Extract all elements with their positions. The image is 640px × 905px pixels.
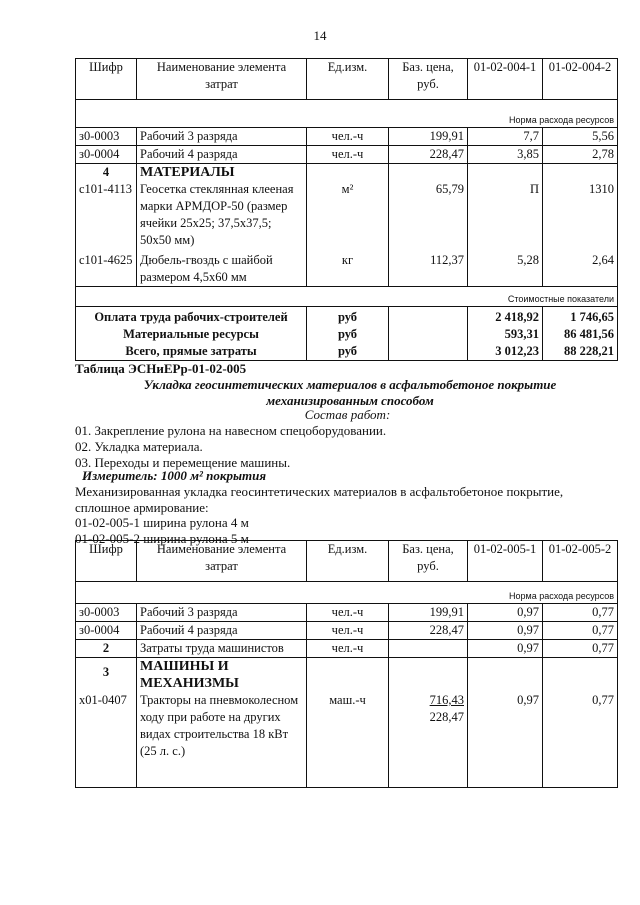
col-header-norm1: 01-02-005-1 (468, 541, 543, 582)
row-name: Рабочий 3 разряда (137, 604, 307, 622)
col-header-unit: Ед.изм. (307, 59, 389, 100)
total-v1: 3 012,23 (468, 343, 543, 361)
cost-label: Стоимостные показатели (76, 293, 618, 307)
row-code: з0-0004 (76, 145, 137, 163)
total-name: Всего, прямые затраты (76, 343, 307, 361)
row-v2: 0,77 (543, 604, 618, 622)
meter: Измеритель: 1000 м² покрытия (82, 468, 267, 483)
col-header-price: Баз. цена, руб. (389, 541, 468, 582)
description: Механизированная укладка геосинтетических материалов в асфальтобетоное покрытие, сплошное армирование: (75, 484, 564, 515)
total-v1: 593,31 (468, 326, 543, 343)
table-row (76, 622, 618, 640)
row-unit: кг (307, 249, 389, 287)
row-price: 228,47 (389, 145, 468, 163)
total-row (76, 326, 618, 343)
row-code: 2 (76, 640, 137, 658)
row-code: з0-0003 (76, 127, 137, 145)
row-price (389, 692, 468, 788)
table-title: Таблица ЭСНиЕРр-01-02-005 (75, 361, 247, 376)
row-v2: 5,56 (543, 127, 618, 145)
row-code: х01-0407 (76, 692, 137, 788)
page-number: 14 (313, 28, 327, 43)
total-row (76, 343, 618, 361)
section-number: 4 (76, 163, 137, 181)
col-header-price: Баз. цена, руб. (389, 59, 468, 100)
row-v1: 0,97 (468, 604, 543, 622)
row-unit: чел.-ч (307, 604, 389, 622)
table-row (76, 604, 618, 622)
row-v2: 0,77 (543, 622, 618, 640)
section-heading: Укладка геосинтетических материалов в асфальтобетоное покрытие механизированным способом (143, 377, 557, 408)
table-row (76, 145, 618, 163)
col-header-code: Шифр (76, 541, 137, 582)
total-v1: 2 418,92 (468, 306, 543, 326)
total-name: Оплата труда рабочих-строителей (76, 306, 307, 326)
col-header-name: Наименование элемента затрат (137, 59, 307, 100)
total-name: Материальные ресурсы (76, 326, 307, 343)
col-header-unit: Ед.изм. (307, 541, 389, 582)
row-v2: 0,77 (543, 640, 618, 658)
table-row (76, 640, 618, 658)
row-unit: чел.-ч (307, 622, 389, 640)
row-name: Геосетка стеклянная клееная марки АРМДОР-50 (размер ячейки 25х25; 37,5х37,5; 50х50 мм) (137, 181, 307, 249)
row-price: 199,91 (389, 604, 468, 622)
col-header-code: Шифр (76, 59, 137, 100)
row-v2: 0,77 (543, 692, 618, 788)
work-title: Состав работ: (304, 407, 391, 422)
row-name: Дюбель-гвоздь с шайбой размером 4,5х60 мм (137, 249, 307, 287)
section-number: 3 (76, 658, 137, 693)
col-header-norm2: 01-02-004-2 (543, 59, 618, 100)
row-name: Рабочий 4 разряда (137, 622, 307, 640)
total-row (76, 306, 618, 326)
row-name: Тракторы на пневмоколесном ходу при работе на других видах строительства 18 кВт (25 л. с.) (137, 692, 307, 788)
row-unit: чел.-ч (307, 145, 389, 163)
row-name: Затраты труда машинистов (137, 640, 307, 658)
variant: 01-02-005-1 ширина рулона 4 м (75, 515, 249, 530)
row-v1: П (468, 181, 543, 249)
norm-label: Норма расхода ресурсов (76, 114, 618, 128)
total-unit: руб (307, 326, 389, 343)
row-unit: чел.-ч (307, 640, 389, 658)
table-row (76, 127, 618, 145)
work-item: 02. Укладка материала. (75, 439, 203, 454)
col-header-norm2: 01-02-005-2 (543, 541, 618, 582)
section-name: МАШИНЫ И МЕХАНИЗМЫ (137, 658, 307, 693)
table-row (76, 249, 618, 287)
row-price: 228,47 (389, 622, 468, 640)
section-name: МАТЕРИАЛЫ (137, 163, 307, 181)
row-price: 65,79 (389, 181, 468, 249)
row-v2: 2,78 (543, 145, 618, 163)
col-header-norm1: 01-02-004-1 (468, 59, 543, 100)
col-header-name: Наименование элемента затрат (137, 541, 307, 582)
total-v2: 88 228,21 (543, 343, 618, 361)
total-unit: руб (307, 306, 389, 326)
work-item: 03. Переходы и перемещение машины. (75, 455, 291, 470)
total-v2: 86 481,56 (543, 326, 618, 343)
row-v2: 2,64 (543, 249, 618, 287)
row-code: з0-0004 (76, 622, 137, 640)
row-code: с101-4625 (76, 249, 137, 287)
norm-label: Норма расхода ресурсов (76, 590, 618, 604)
row-v1: 0,97 (468, 692, 543, 788)
row-v1: 3,85 (468, 145, 543, 163)
total-v2: 1 746,65 (543, 306, 618, 326)
row-unit: маш.-ч (307, 692, 389, 788)
price-secondary: 228,47 (429, 710, 464, 724)
table-row (76, 181, 618, 249)
row-code: з0-0003 (76, 604, 137, 622)
row-v1: 5,28 (468, 249, 543, 287)
row-price: 199,91 (389, 127, 468, 145)
row-name: Рабочий 3 разряда (137, 127, 307, 145)
row-v2: 1310 (543, 181, 618, 249)
row-v1: 7,7 (468, 127, 543, 145)
row-v1: 0,97 (468, 622, 543, 640)
work-item: 01. Закрепление рулона на навесном спецоборудовании. (75, 423, 387, 438)
row-name: Рабочий 4 разряда (137, 145, 307, 163)
row-unit: чел.-ч (307, 127, 389, 145)
row-unit: м² (307, 181, 389, 249)
variant: 01-02-005-2 ширина рулона 5 м (75, 531, 249, 546)
resource-table-2 (75, 540, 618, 788)
resource-table-1 (75, 58, 618, 361)
row-code: с101-4113 (76, 181, 137, 249)
total-unit: руб (307, 343, 389, 361)
row-price: 112,37 (389, 249, 468, 287)
row-v1: 0,97 (468, 640, 543, 658)
price-primary: 716,43 (429, 693, 464, 707)
table-row (76, 692, 618, 788)
